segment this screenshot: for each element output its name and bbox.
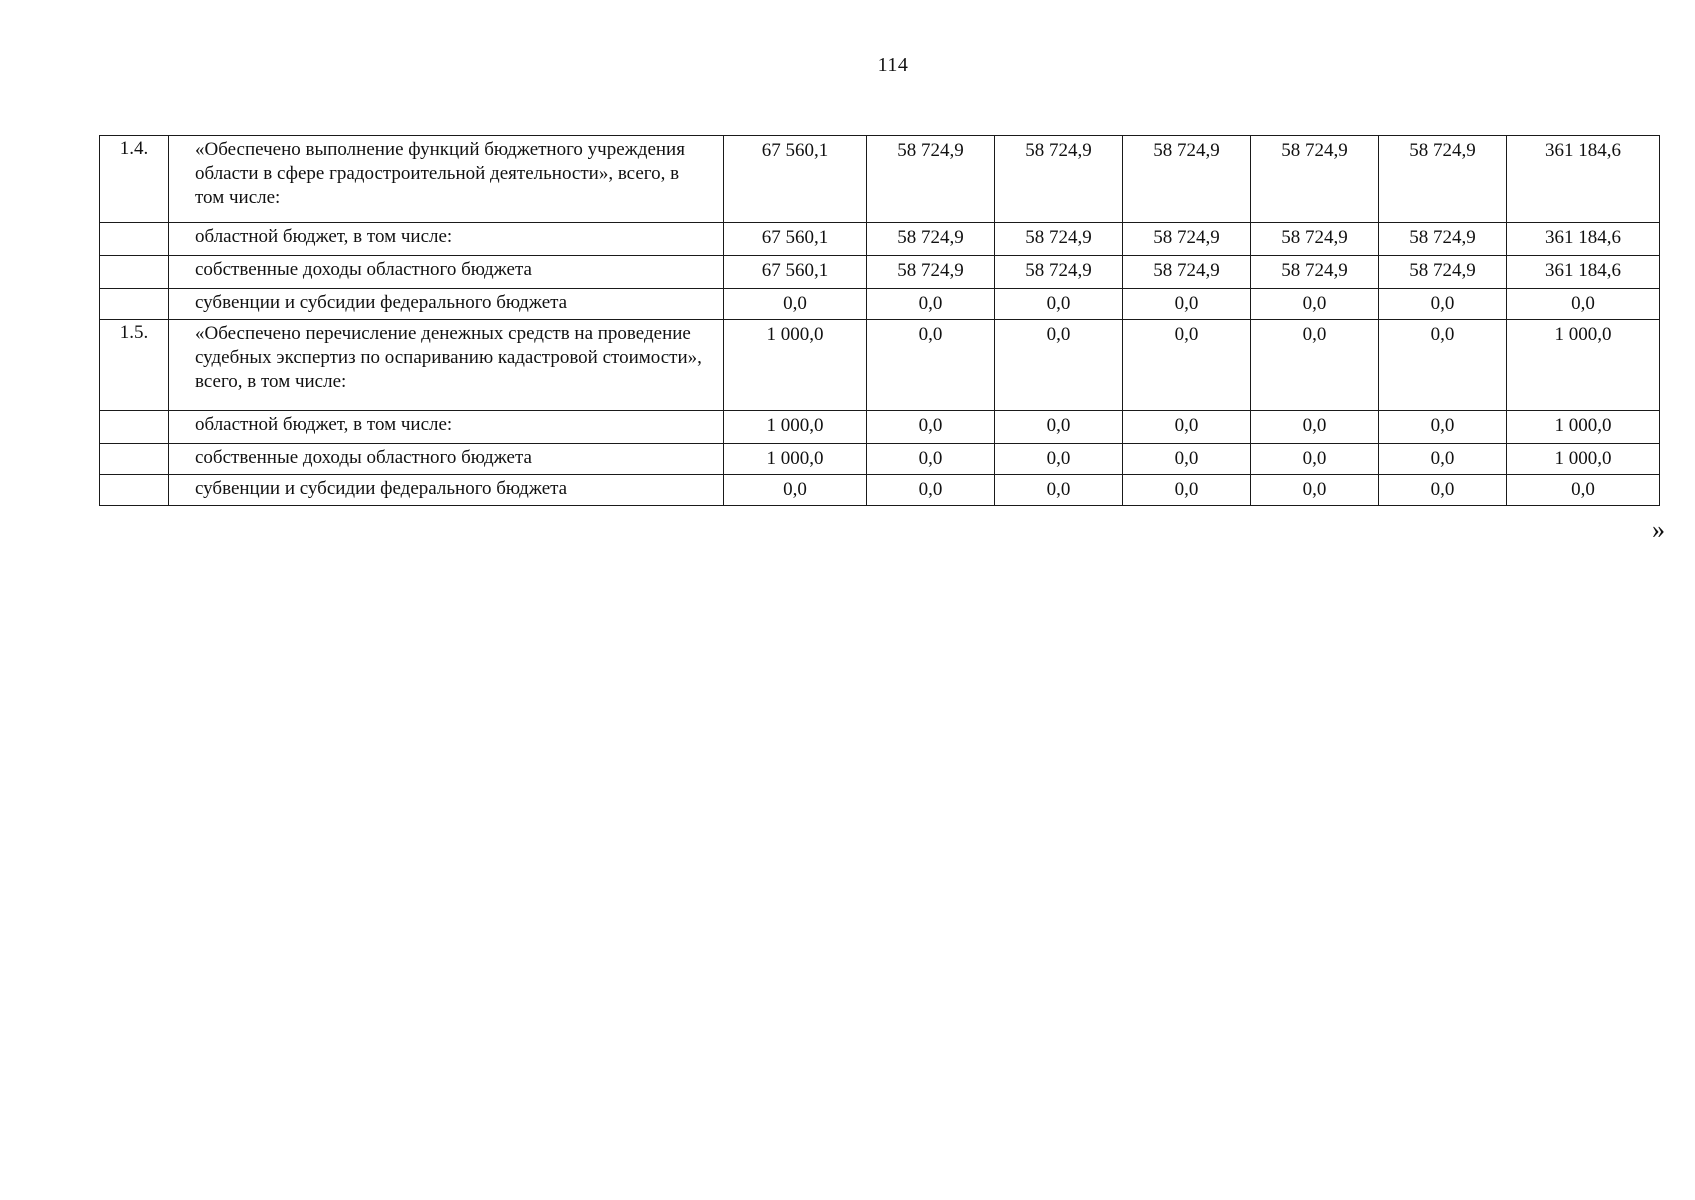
value-cell: 361 184,6 <box>1507 136 1660 223</box>
value-cell: 0,0 <box>867 475 995 506</box>
value-cell: 0,0 <box>995 411 1123 444</box>
value-cell: 58 724,9 <box>1123 256 1251 289</box>
table-row <box>100 320 1660 411</box>
value-cell: 0,0 <box>995 289 1123 320</box>
value-cell: 0,0 <box>1251 411 1379 444</box>
value-cell: 58 724,9 <box>1251 136 1379 223</box>
value-cell: 58 724,9 <box>867 136 995 223</box>
table-body <box>100 136 1660 506</box>
description-cell: «Обеспечено перечисление денежных средств на проведение судебных экспертиз по оспариванию кадастровой стоимости», всего, в том числе: <box>169 320 724 411</box>
value-cell: 0,0 <box>724 475 867 506</box>
value-cell: 0,0 <box>1379 289 1507 320</box>
value-cell: 361 184,6 <box>1507 256 1660 289</box>
value-cell: 1 000,0 <box>724 320 867 411</box>
value-cell: 0,0 <box>1251 289 1379 320</box>
value-cell: 0,0 <box>995 444 1123 475</box>
value-cell: 0,0 <box>995 320 1123 411</box>
value-cell: 58 724,9 <box>1379 136 1507 223</box>
item-number-cell <box>100 289 169 320</box>
table-row <box>100 289 1660 320</box>
value-cell: 58 724,9 <box>995 223 1123 256</box>
value-cell: 1 000,0 <box>1507 411 1660 444</box>
value-cell: 0,0 <box>1123 444 1251 475</box>
table-row <box>100 411 1660 444</box>
value-cell: 0,0 <box>1379 475 1507 506</box>
value-cell: 0,0 <box>1507 289 1660 320</box>
item-number-cell <box>100 411 169 444</box>
value-cell: 0,0 <box>1379 411 1507 444</box>
description-cell: областной бюджет, в том числе: <box>169 411 724 444</box>
value-cell: 58 724,9 <box>1123 136 1251 223</box>
value-cell: 0,0 <box>1379 444 1507 475</box>
value-cell: 1 000,0 <box>724 444 867 475</box>
value-cell: 58 724,9 <box>1251 256 1379 289</box>
table-row <box>100 475 1660 506</box>
description-cell: субвенции и субсидии федерального бюджета <box>169 289 724 320</box>
value-cell: 1 000,0 <box>1507 320 1660 411</box>
value-cell: 58 724,9 <box>867 223 995 256</box>
item-number-cell <box>100 223 169 256</box>
table-row <box>100 136 1660 223</box>
table-row <box>100 256 1660 289</box>
closing-quote-mark: » <box>1652 515 1665 544</box>
value-cell: 58 724,9 <box>867 256 995 289</box>
value-cell: 58 724,9 <box>995 256 1123 289</box>
description-cell: собственные доходы областного бюджета <box>169 444 724 475</box>
value-cell: 0,0 <box>724 289 867 320</box>
value-cell: 0,0 <box>995 475 1123 506</box>
page-number: 114 <box>877 54 909 76</box>
budget-table <box>99 135 1660 506</box>
value-cell: 0,0 <box>867 289 995 320</box>
value-cell: 1 000,0 <box>724 411 867 444</box>
description-cell: субвенции и субсидии федерального бюджета <box>169 475 724 506</box>
value-cell: 0,0 <box>1123 411 1251 444</box>
value-cell: 361 184,6 <box>1507 223 1660 256</box>
value-cell: 0,0 <box>1123 289 1251 320</box>
description-cell: собственные доходы областного бюджета <box>169 256 724 289</box>
value-cell: 0,0 <box>1251 320 1379 411</box>
value-cell: 0,0 <box>1379 320 1507 411</box>
value-cell: 0,0 <box>1123 320 1251 411</box>
value-cell: 0,0 <box>867 411 995 444</box>
value-cell: 0,0 <box>1123 475 1251 506</box>
value-cell: 1 000,0 <box>1507 444 1660 475</box>
description-cell: областной бюджет, в том числе: <box>169 223 724 256</box>
item-number-cell: 1.5. <box>100 320 169 411</box>
value-cell: 0,0 <box>1251 475 1379 506</box>
table-row <box>100 444 1660 475</box>
value-cell: 58 724,9 <box>1379 223 1507 256</box>
item-number-cell <box>100 444 169 475</box>
value-cell: 0,0 <box>867 320 995 411</box>
value-cell: 67 560,1 <box>724 223 867 256</box>
value-cell: 58 724,9 <box>1379 256 1507 289</box>
value-cell: 58 724,9 <box>1251 223 1379 256</box>
item-number-cell: 1.4. <box>100 136 169 223</box>
value-cell: 58 724,9 <box>995 136 1123 223</box>
value-cell: 0,0 <box>1251 444 1379 475</box>
item-number-cell <box>100 475 169 506</box>
value-cell: 58 724,9 <box>1123 223 1251 256</box>
value-cell: 67 560,1 <box>724 256 867 289</box>
value-cell: 0,0 <box>1507 475 1660 506</box>
table-row <box>100 223 1660 256</box>
description-cell: «Обеспечено выполнение функций бюджетного учреждения области в сфере градостроительной деятельности», всего, в том числе: <box>169 136 724 223</box>
item-number-cell <box>100 256 169 289</box>
value-cell: 0,0 <box>867 444 995 475</box>
value-cell: 67 560,1 <box>724 136 867 223</box>
